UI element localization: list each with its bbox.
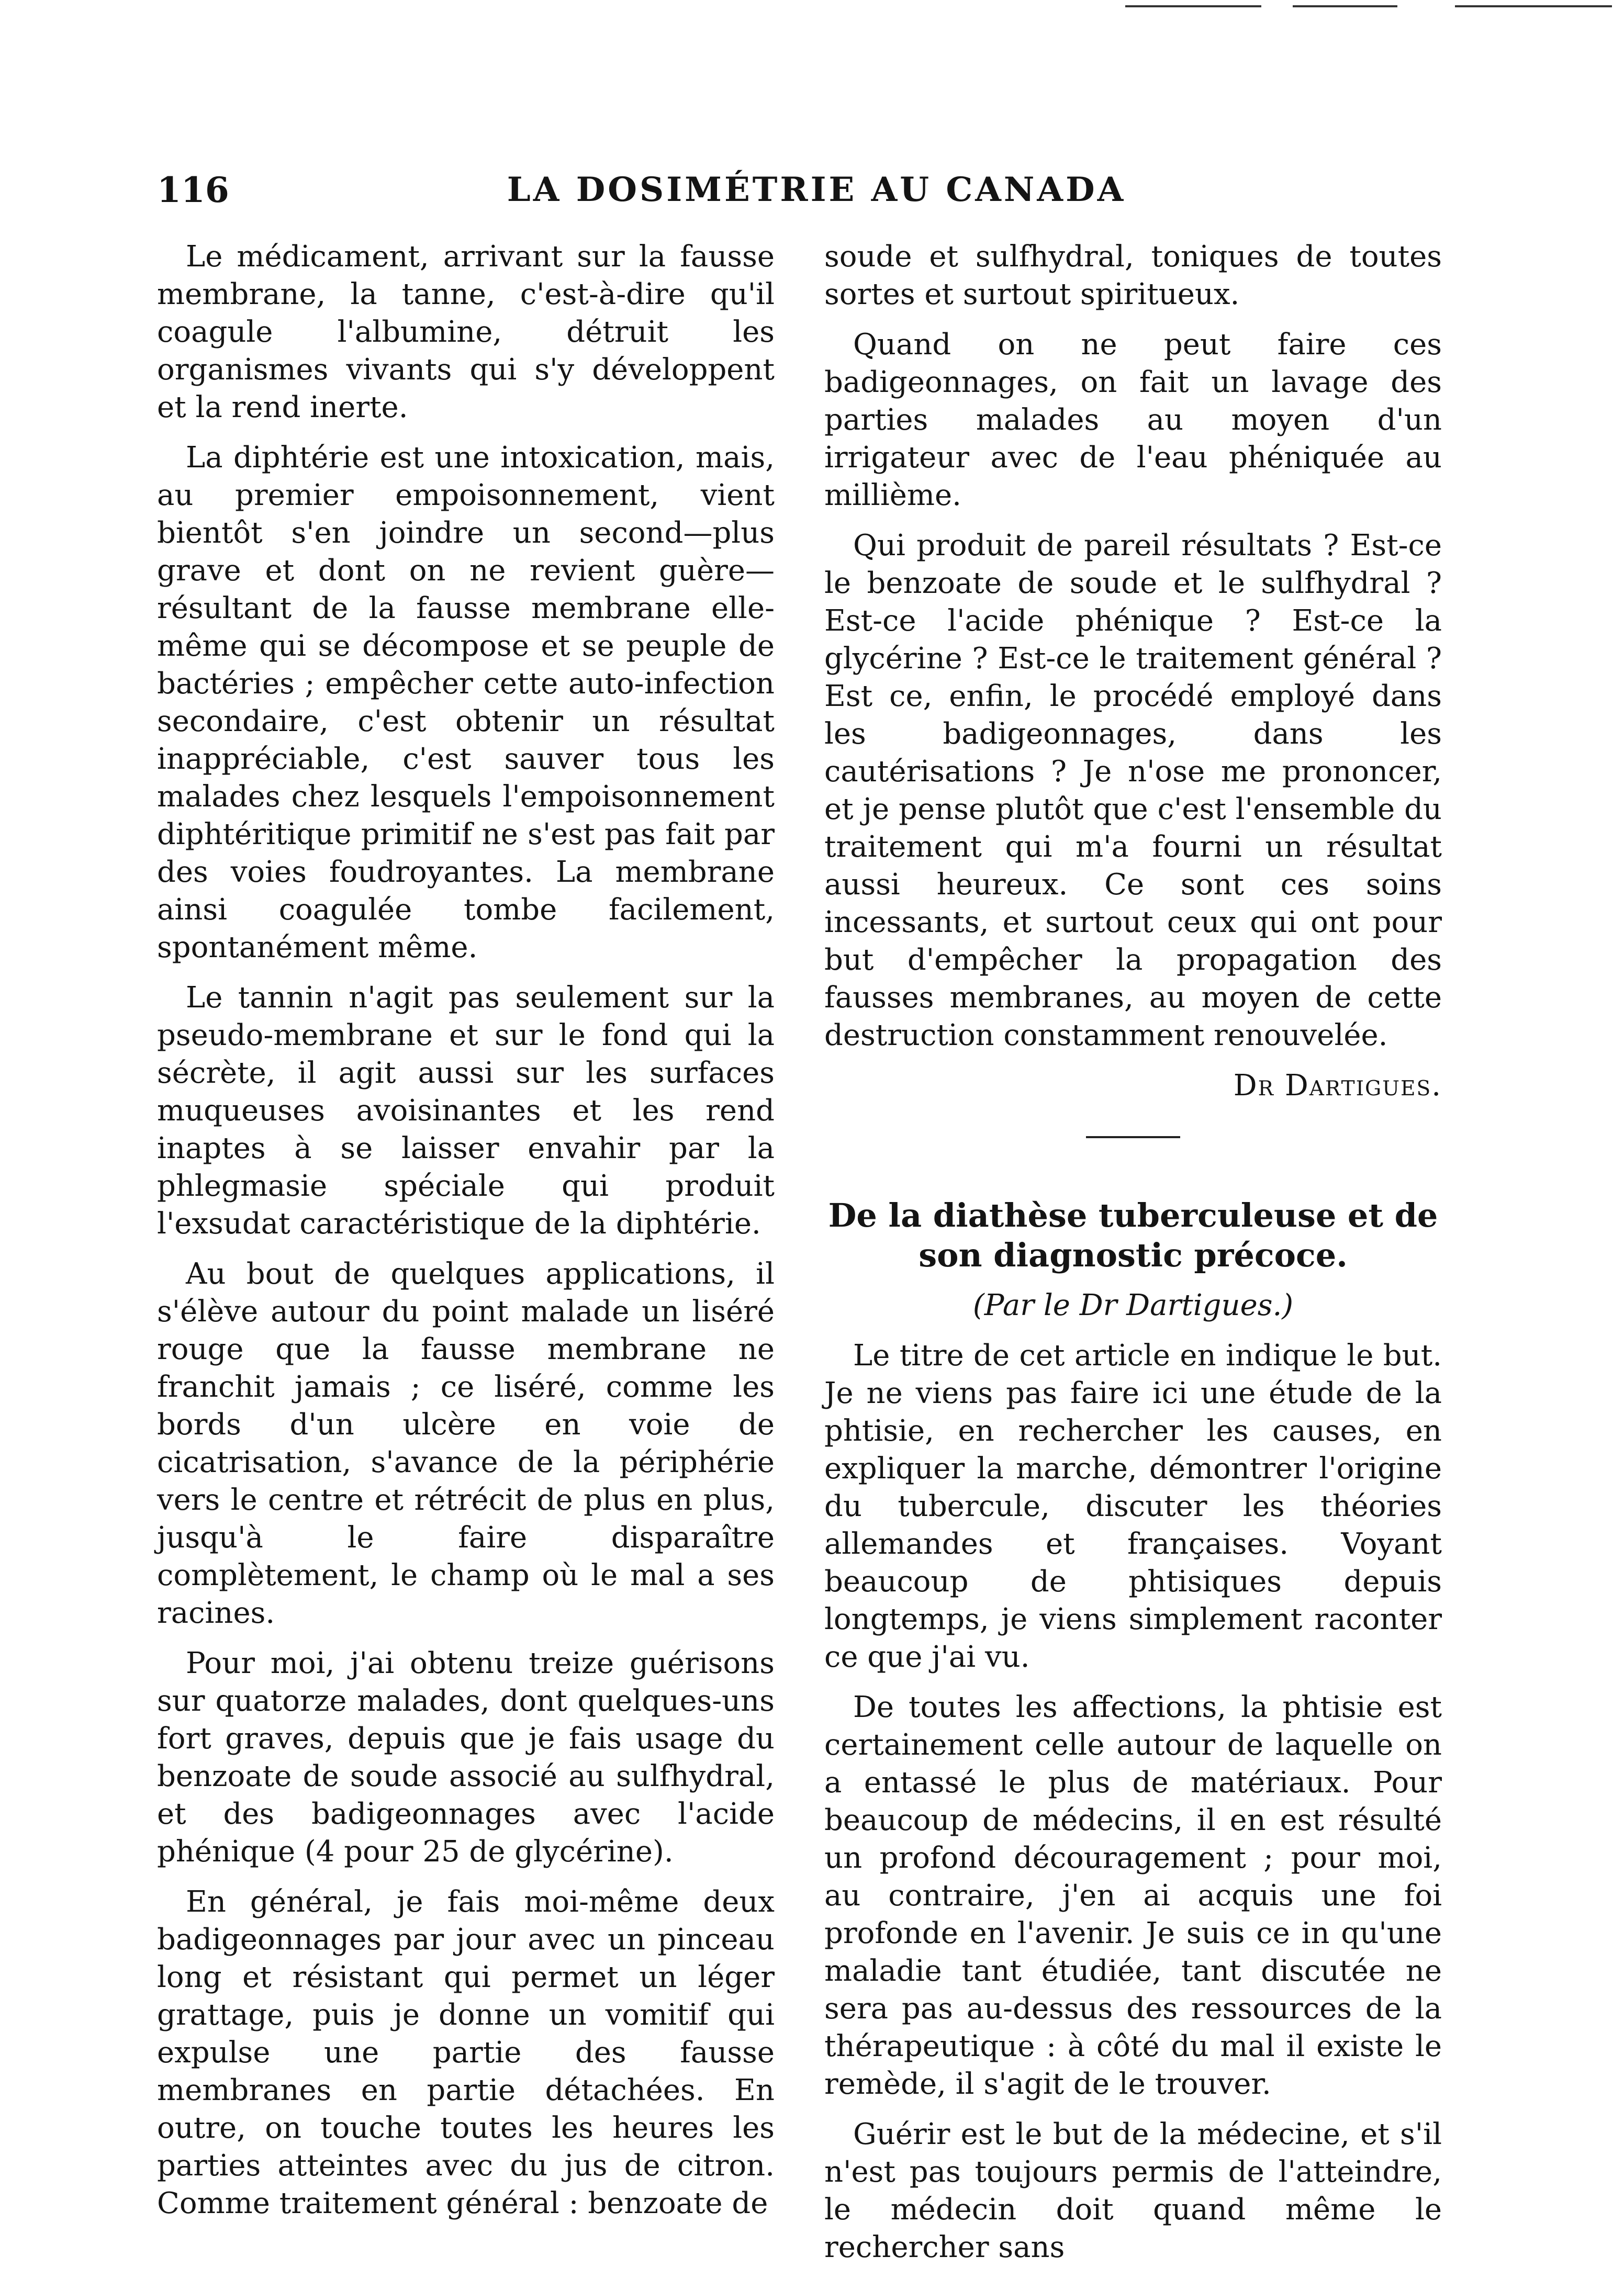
paragraph: Le médicament, arrivant sur la fausse membrane, la tanne, c'est-à-dire qu'il coagule l'albumine, détruit les organismes vivants qui s'y développent et la rend inerte. (157, 240, 775, 424)
paragraph: Le titre de cet article en indique le but. Je ne viens pas faire ici une étude de la phtisie, en rechercher les causes, en expliquer la marche, démontrer l'origine du tubercule, discuter les théories allemandes et françaises. Voyant beaucoup de phtisiques depuis longtemps, je viens simplement raconter ce que j'ai vu. (824, 1339, 1442, 1674)
page-number: 116 (157, 170, 229, 210)
section-divider (1086, 1136, 1180, 1138)
paragraph: Quand on ne peut faire ces badigeonnages, on fait un lavage des parties malades au moyen d'un irrigateur avec de l'eau phéniquée au millième. (824, 328, 1442, 512)
top-edge-rule (1455, 5, 1612, 7)
running-title: LA DOSIMÉTRIE AU CANADA (507, 170, 1126, 209)
top-edge-rule (1293, 5, 1397, 7)
top-edge-rule (1125, 5, 1261, 7)
paragraph: En général, je fais moi-même deux badigeonnages par jour avec un pinceau long et résistant qui permet un léger grattage, puis je donne un vomitif qui expulse une partie des fausse membranes en partie détachées. En outre, on touche toutes les heures les parties atteintes avec du jus de citron. Comme traitement général : benzoate de (157, 1885, 775, 2220)
paragraph: Pour moi, j'ai obtenu treize guérisons sur quatorze malades, dont quelques-uns fort graves, depuis que je fais usage du benzoate de soude associé au sulfhydral, et des badigeonnages avec l'acide phénique (4 pour 25 de glycérine). (157, 1646, 775, 1869)
paragraph: La diphtérie est une intoxication, mais, au premier empoisonnement, vient bientôt s'en joindre un second—plus grave et dont on ne revient guère—résultant de la fausse membrane elle-même qui se décompose et se peuple de bactéries ; empêcher cette auto-infection secondaire, c'est obtenir un résultat inappréciable, c'est sauver tous les malades chez lesquels l'empoisonnement diphtéritique primitif ne s'est pas fait par des voies foudroyantes. La membrane ainsi coagulée tombe facilement, spontanément même. (157, 441, 775, 964)
paragraph: Qui produit de pareil résultats ? Est-ce le benzoate de soude et le sulfhydral ? Est-ce l'acide phénique ? Est-ce la glycérine ? Est-ce le traitement général ? Est ce, enfin, le procédé employé dans les badigeonnages, dans les cautérisations ? Je n'ose me prononcer, et je pense plutôt que c'est l'ensemble du traitement qui m'a fourni un résultat aussi heureux. Ce sont ces soins incessants, et surtout ceux qui ont pour but d'empêcher la propagation des fausses membranes, au moyen de cette destruction constamment renouvelée. (824, 529, 1442, 1052)
left-column (157, 238, 775, 2235)
continued-paragraph: soude et sulfhydral, toniques de toutes sortes et surtout spiritueux. (824, 240, 1442, 311)
article-byline: (Par le Dr Dartigues.) (972, 1288, 1294, 1322)
article-title: De la diathèse tuberculeuse et de son diagnostic précoce. (828, 1196, 1438, 1274)
paragraph: Le tannin n'agit pas seulement sur la pseudo-membrane et sur le fond qui la sécrète, il agit aussi sur les surfaces muqueuses avoisinantes et les rend inaptes à se laisser envahir par la phlegmasie spéciale qui produit l'exsudat caractéristique de la diphtérie. (157, 981, 775, 1241)
right-column (824, 238, 1442, 2279)
paragraph: De toutes les affections, la phtisie est certainement celle autour de laquelle on a entassé le plus de matériaux. Pour beaucoup de médecins, il en est résulté un profond découragement ; pour moi, au contraire, j'en ai acquis une foi profonde en l'avenir. Je suis ce in qu'une maladie tant étudiée, tant discutée ne sera pas au-dessus des ressources de la thérapeutique : à côté du mal il existe le remède, il s'agit de le trouver. (824, 1690, 1442, 2101)
paragraph: Au bout de quelques applications, il s'élève autour du point malade un liséré rouge que la fausse membrane ne franchit jamais ; ce liséré, comme les bords d'un ulcère en voie de cicatrisation, s'avance de la périphérie vers le centre et rétrécit de plus en plus, jusqu'à le faire disparaître complètement, le champ où le mal a ses racines. (157, 1257, 775, 1630)
paragraph: Guérir est le but de la médecine, et s'il n'est pas toujours permis de l'atteindre, le médecin doit quand même le rechercher sans (824, 2117, 1442, 2264)
author-signature: Dr Dartigues. (1233, 1069, 1442, 1103)
page-header (157, 166, 1476, 214)
